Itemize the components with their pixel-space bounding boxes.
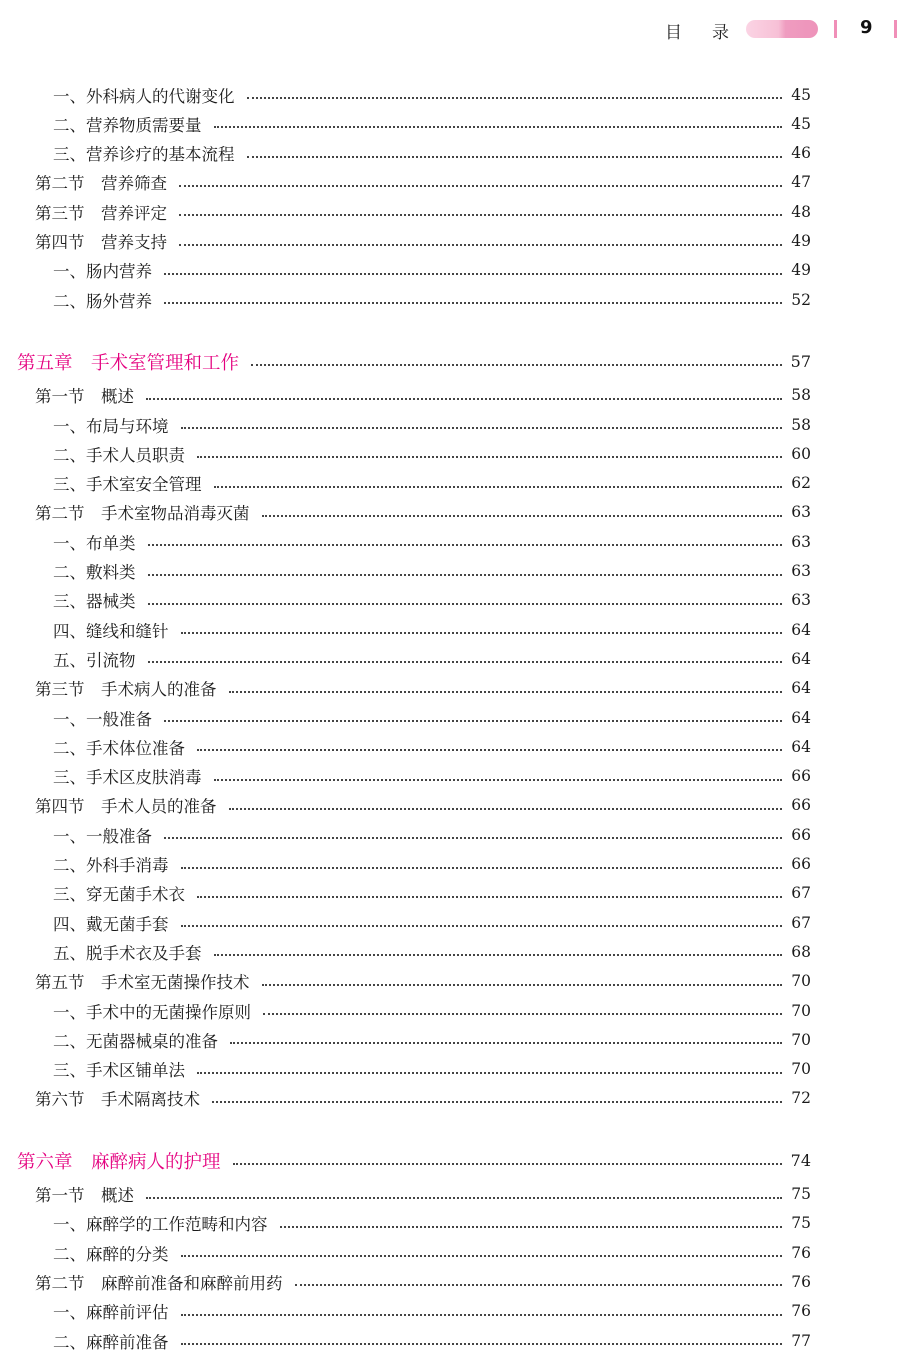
toc-entry-title: 第四节 营养支持 (35, 233, 167, 252)
toc-entry-title: 第四节 手术人员的准备 (35, 797, 217, 817)
toc-entry-title: 第二节 麻醉前准备和麻醉前用药 (35, 1273, 283, 1293)
toc-entry-title: 二、肠外营养 (53, 291, 152, 311)
toc-entry-title: 第六章 麻醉病人的护理 (17, 1151, 221, 1173)
toc-entry-title: 一、一般准备 (53, 709, 152, 729)
toc-leader-dots (146, 398, 782, 400)
toc-entry-title: 三、营养诊疗的基本流程 (53, 145, 235, 165)
toc-subsection-row[interactable] (0, 469, 900, 498)
toc-leader-dots (164, 837, 782, 839)
toc-page-number: 64 (791, 679, 811, 698)
toc-page-number: 63 (791, 591, 811, 610)
toc-page-number: 49 (791, 232, 811, 250)
toc-page-number: 68 (791, 942, 811, 961)
toc-entry-title: 第三节 手术病人的准备 (35, 680, 217, 700)
toc-subsection-row[interactable] (0, 615, 900, 644)
toc-subsection-row[interactable] (0, 820, 900, 849)
toc-page-number: 67 (791, 913, 811, 932)
toc-entry-title: 一、肠内营养 (53, 262, 152, 282)
header-decoration-bar (746, 20, 818, 38)
page-header (0, 0, 900, 60)
toc-subsection-row[interactable] (0, 644, 900, 673)
toc-entry-title: 二、营养物质需要量 (53, 115, 202, 135)
toc-leader-dots (164, 720, 782, 722)
toc-page-number: 70 (791, 972, 811, 991)
toc-subsection-row[interactable] (0, 410, 900, 439)
toc-page-number: 76 (791, 1243, 811, 1262)
toc-entry-title: 一、麻醉前评估 (53, 1303, 169, 1323)
toc-leader-dots (229, 691, 783, 693)
toc-leader-dots (197, 749, 782, 751)
toc-subsection-row[interactable] (0, 80, 900, 109)
toc-entry-title: 五、脱手术衣及手套 (53, 943, 202, 963)
toc-leader-dots (214, 126, 783, 128)
toc-entry-title: 二、麻醉的分类 (53, 1244, 169, 1264)
toc-page-number: 67 (791, 884, 811, 903)
header-label-mu: 目 (665, 23, 682, 43)
toc-page-number: 64 (791, 737, 811, 756)
toc-leader-dots (179, 185, 782, 187)
toc-subsection-row[interactable] (0, 908, 900, 937)
toc-page-number: 62 (791, 474, 811, 493)
toc-leader-dots (197, 456, 782, 458)
toc-entry-title: 二、手术人员职责 (53, 445, 185, 465)
toc-entry-title: 第五章 手术室管理和工作 (17, 352, 240, 374)
toc-page-number: 58 (791, 415, 811, 434)
toc-section-row[interactable] (0, 197, 900, 226)
toc-page-number: 70 (791, 1001, 811, 1020)
toc-subsection-row[interactable] (0, 109, 900, 138)
toc-section-row[interactable] (0, 967, 900, 996)
toc-section-row[interactable] (0, 168, 900, 197)
toc-subsection-row[interactable] (0, 732, 900, 761)
toc-entry-title: 三、手术室安全管理 (53, 475, 202, 495)
toc-leader-dots (148, 603, 783, 605)
page-number: 9 (860, 17, 873, 38)
toc-entry-title: 第六节 手术隔离技术 (35, 1090, 200, 1110)
toc-entry-title: 二、敷料类 (53, 563, 136, 582)
toc-leader-dots (197, 1072, 782, 1074)
toc-section-row[interactable] (0, 381, 900, 410)
header-label-lu: 录 (712, 23, 729, 43)
header-separator-right (894, 20, 897, 38)
toc-page-number: 70 (791, 1060, 811, 1079)
toc-entry-title: 一、手术中的无菌操作原则 (53, 1002, 251, 1022)
toc-entry-title: 四、戴无菌手套 (53, 914, 169, 934)
toc-subsection-row[interactable] (0, 1025, 900, 1054)
toc-leader-dots (181, 427, 783, 429)
header-separator (834, 20, 837, 38)
toc-leader-dots (229, 808, 783, 810)
toc-entry-title: 一、布局与环境 (53, 416, 169, 436)
toc-page-number: 66 (791, 825, 811, 844)
toc-entry-title: 二、外科手消毒 (53, 856, 169, 875)
toc-leader-dots (247, 97, 783, 99)
toc-subsection-row[interactable] (0, 1209, 900, 1238)
toc-entry-title: 三、手术区铺单法 (53, 1061, 185, 1081)
toc-page-number: 60 (791, 444, 811, 463)
toc-leader-dots (146, 1197, 782, 1199)
toc-leader-dots (181, 1255, 783, 1257)
toc-section-row[interactable] (0, 674, 900, 703)
toc-subsection-row[interactable] (0, 703, 900, 732)
toc-page-number: 52 (791, 290, 811, 309)
toc-page-number: 70 (791, 1030, 811, 1049)
toc-leader-dots (230, 1042, 782, 1044)
toc-leader-dots (214, 954, 783, 956)
toc-leader-dots (212, 1101, 782, 1103)
toc-page-number: 48 (791, 202, 811, 221)
toc-section-row[interactable] (0, 1180, 900, 1209)
toc-subsection-row[interactable] (0, 557, 900, 586)
toc-leader-dots (214, 486, 783, 488)
toc-page-number: 45 (791, 85, 811, 104)
toc-leader-dots (262, 515, 783, 517)
toc-subsection-row[interactable] (0, 285, 900, 314)
toc-entry-title: 一、布单类 (53, 533, 136, 553)
toc-leader-dots (148, 544, 783, 546)
toc-subsection-row[interactable] (0, 586, 900, 615)
toc-entry-title: 一、麻醉学的工作范畴和内容 (53, 1215, 268, 1235)
toc-page-number: 46 (791, 144, 811, 163)
toc-page-number: 64 (791, 649, 811, 668)
toc-chapter-row[interactable] (0, 1146, 900, 1175)
toc-page-number: 64 (791, 708, 811, 727)
toc-entry-title: 第二节 手术室物品消毒灭菌 (35, 504, 250, 524)
toc-entry-title: 五、引流物 (53, 650, 136, 670)
toc-leader-dots (251, 364, 782, 366)
toc-section-row[interactable] (0, 227, 900, 256)
toc-entry-title: 第一节 概述 (35, 1186, 134, 1205)
toc-entry-title: 三、器械类 (53, 592, 136, 612)
toc-leader-dots (233, 1163, 782, 1165)
toc-page-number: 57 (790, 352, 811, 372)
toc-subsection-row[interactable] (0, 762, 900, 791)
toc-subsection-row[interactable] (0, 256, 900, 285)
toc-page-number: 58 (791, 386, 811, 405)
toc-page-number: 66 (791, 767, 811, 786)
toc-section-row[interactable] (0, 1084, 900, 1113)
toc-entry-title: 三、手术区皮肤消毒 (53, 768, 202, 788)
toc-page-number: 66 (791, 796, 811, 815)
toc-entry-title: 四、缝线和缝针 (53, 621, 169, 641)
toc-section-row[interactable] (0, 498, 900, 527)
toc-page-number: 63 (791, 562, 811, 580)
toc-leader-dots (164, 302, 782, 304)
toc-leader-dots (164, 273, 782, 275)
toc-subsection-row[interactable] (0, 850, 900, 879)
toc-leader-dots (181, 1314, 783, 1316)
toc-page-number: 75 (791, 1214, 811, 1233)
toc-page-number: 63 (791, 532, 811, 551)
toc-page-number: 74 (790, 1151, 811, 1171)
toc-subsection-row[interactable] (0, 439, 900, 468)
toc-page-number: 45 (791, 114, 811, 133)
toc-entry-title: 三、穿无菌手术衣 (53, 885, 185, 905)
toc-page-number: 49 (791, 261, 811, 280)
toc-leader-dots (181, 867, 783, 869)
toc-leader-dots (247, 156, 783, 158)
toc-leader-dots (148, 574, 783, 576)
toc-leader-dots (197, 896, 782, 898)
toc-leader-dots (280, 1226, 783, 1228)
toc-leader-dots (263, 1013, 782, 1015)
toc-subsection-row[interactable] (0, 139, 900, 168)
toc-subsection-row[interactable] (0, 937, 900, 966)
toc-page-number: 76 (791, 1302, 811, 1321)
toc-subsection-row[interactable] (0, 879, 900, 908)
toc-leader-dots (148, 661, 783, 663)
toc-entry-title: 二、麻醉前准备 (53, 1332, 169, 1352)
toc-entry-title: 二、无菌器械桌的准备 (53, 1031, 218, 1051)
toc-leader-dots (181, 925, 783, 927)
toc-page-number: 75 (791, 1185, 811, 1203)
toc-subsection-row[interactable] (0, 1238, 900, 1267)
toc-entry-title: 第三节 营养评定 (35, 203, 167, 223)
toc-page-number: 63 (791, 503, 811, 522)
toc-subsection-row[interactable] (0, 996, 900, 1025)
toc-leader-dots (295, 1284, 783, 1286)
toc-page-number: 47 (791, 173, 811, 192)
toc-section-row[interactable] (0, 791, 900, 820)
toc-page-number: 64 (791, 620, 811, 639)
toc-leader-dots (179, 214, 782, 216)
toc-page-number: 72 (791, 1089, 811, 1108)
toc-subsection-row[interactable] (0, 1297, 900, 1326)
toc-leader-dots (262, 984, 783, 986)
toc-entry-title: 第五节 手术室无菌操作技术 (35, 973, 250, 993)
toc-entry-title: 一、一般准备 (53, 826, 152, 846)
toc-section-row[interactable] (0, 1267, 900, 1296)
toc-leader-dots (214, 779, 783, 781)
toc-leader-dots (181, 632, 783, 634)
toc-subsection-row[interactable] (0, 1055, 900, 1084)
toc-entry-title: 第一节 概述 (35, 387, 134, 407)
toc-page-number: 66 (791, 855, 811, 873)
toc-entry-title: 二、手术体位准备 (53, 738, 185, 758)
toc-subsection-row[interactable] (0, 527, 900, 556)
toc-leader-dots (181, 1343, 783, 1345)
toc-leader-dots (179, 244, 782, 246)
toc-page-number: 76 (791, 1272, 811, 1291)
toc-chapter-row[interactable] (0, 347, 900, 376)
toc-entry-title: 一、外科病人的代谢变化 (53, 86, 235, 106)
toc-entry-title: 第二节 营养筛查 (35, 174, 167, 194)
toc-page-number: 77 (791, 1331, 811, 1350)
